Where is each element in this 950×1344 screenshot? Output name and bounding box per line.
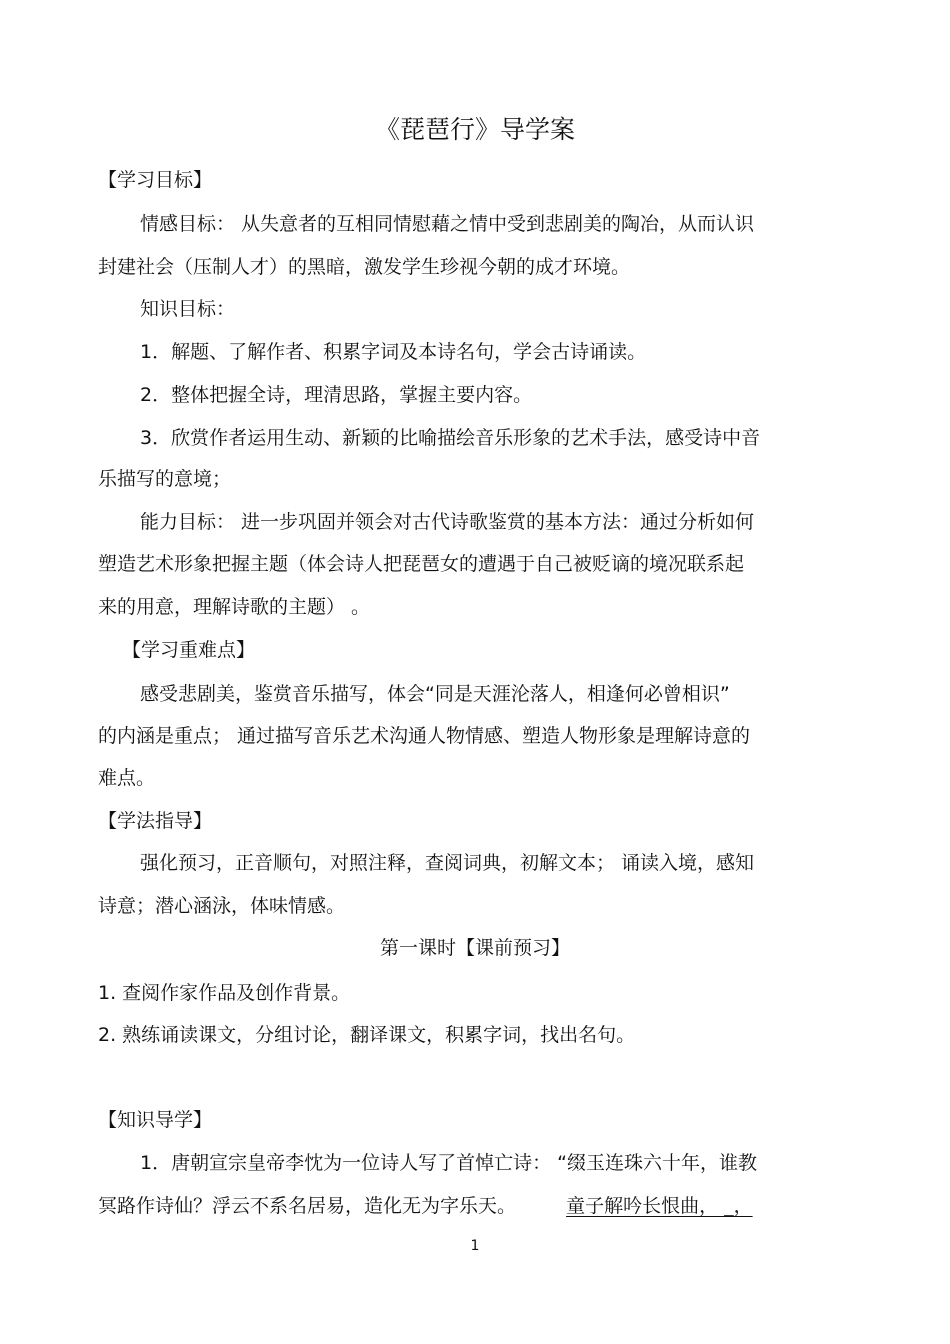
emotion-goal-line-2: 封建社会（压制人才）的黑暗，激发学生珍视今朝的成才环境。 [98,256,631,278]
fill-blank-answer: 童子解吟长恨曲， _， [566,1195,753,1217]
section-heading-method: 【学法指导】 [98,810,213,832]
question-1-line-2 [98,1194,753,1218]
lesson-1-heading: 第一课时【课前预习】 [379,937,570,959]
method-line-2: 诗意；潜心涵泳，体味情感。 [98,895,346,917]
question-1-line-1: 1．唐朝宣宗皇帝李忱为一位诗人写了首悼亡诗： “缀玉连珠六十年，谁教 [140,1152,757,1174]
ability-goal-line-2: 塑造艺术形象把握主题（体会诗人把琵琶女的遭遇于自己被贬谪的境况联系起 [98,553,745,575]
emotion-goal-line-1: 情感目标： 从失意者的互相同情慰藉之情中受到悲剧美的陶冶，从而认识 [140,213,755,235]
ability-goal-line-3: 来的用意，理解诗歌的主题） 。 [98,596,371,618]
key-points-line-2: 的内涵是重点； 通过描写音乐艺术沟通人物情感、塑造人物形象是理解诗意的 [98,725,751,747]
knowledge-goal-2: 2．整体把握全诗，理清思路，掌握主要内容。 [140,384,533,406]
knowledge-goal-label: 知识目标： [140,298,236,320]
page-number: 1 [470,1238,480,1254]
key-points-line-3: 难点。 [98,767,156,789]
key-points-line-1: 感受悲剧美，鉴赏音乐描写，体会“同是天涯沦落人，相逢何必曾相识” [140,683,730,705]
section-heading-goals: 【学习目标】 [98,169,213,191]
section-heading-key-points: 【学习重难点】 [122,639,256,661]
knowledge-goal-3-line-2: 乐描写的意境； [98,468,232,490]
knowledge-goal-3-line-1: 3．欣赏作者运用生动、新颖的比喻描绘音乐形象的艺术手法，感受诗中音 [140,427,761,449]
method-line-1: 强化预习，正音顺句，对照注释，查阅词典，初解文本； 诵读入境，感知 [140,852,755,874]
ability-goal-line-1: 能力目标： 进一步巩固并领会对古代诗歌鉴赏的基本方法：通过分析如何 [140,511,755,533]
preview-item-1: 1. 查阅作家作品及创作背景。 [98,982,351,1004]
knowledge-goal-1: 1．解题、了解作者、积累字词及本诗名句，学会古诗诵读。 [140,341,647,363]
document-title: 《琵琶行》导学案 [374,115,575,144]
preview-item-2: 2. 熟练诵读课文，分组讨论，翻译课文，积累字词，找出名句。 [98,1024,636,1046]
question-1-text: 冥路作诗仙？浮云不系名居易，造化无为字乐天。 [98,1195,517,1217]
section-heading-knowledge-guide: 【知识导学】 [98,1109,213,1131]
